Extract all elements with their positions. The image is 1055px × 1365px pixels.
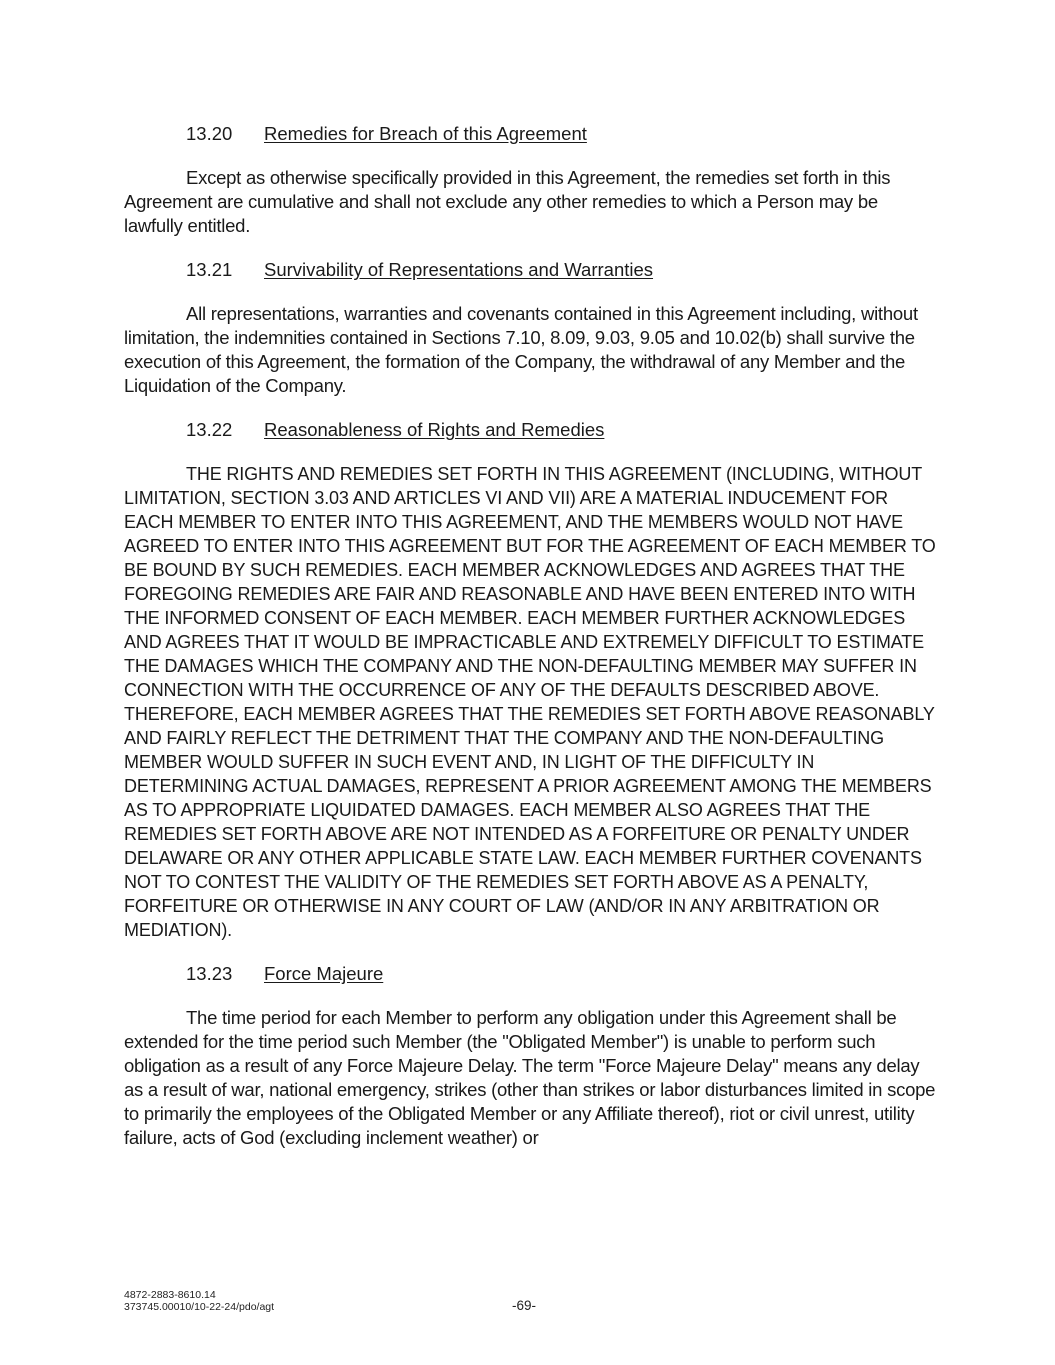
section-title: Force Majeure <box>264 963 384 984</box>
section-number: 13.23 <box>186 963 233 984</box>
page-number: -69- <box>512 1298 537 1313</box>
section-body-13-20: Except as otherwise specifically provided in this Agreement, the remedies set forth in this Agreement are cumulative and shall not exclude any other remedies to which a Person may be lawfully entitled. <box>124 167 891 236</box>
section-number: 13.20 <box>186 123 233 144</box>
section-heading-13-23 <box>124 962 936 986</box>
footer-doc-id: 4872-2883-8610.14 <box>124 1289 216 1301</box>
section-heading-13-20 <box>124 122 936 146</box>
section-number: 13.21 <box>186 259 233 280</box>
section-title: Remedies for Breach of this Agreement <box>264 123 587 144</box>
document-page <box>124 122 936 1170</box>
section-title: Survivability of Representations and Warranties <box>264 259 654 280</box>
footer-matter-ref: 373745.00010/10-22-24/pdo/agt <box>124 1301 275 1313</box>
section-heading-13-22 <box>124 418 936 442</box>
footer-document-ids <box>124 1289 274 1313</box>
section-body-13-23: The time period for each Member to perform any obligation under this Agreement shall be extended for the time period such Member (the "Obligated Member") is unable to perform such obligation as a result of any Force Majeure Delay. The term "Force Majeure Delay" means any delay as a result of war, national emergency, strikes (other than strikes or labor disturbances limited in scope to primarily the employees of the Obligated Member or any Affiliate thereof), riot or civil unrest, utility failure, acts of God (excluding inclement weather) or <box>124 1007 936 1148</box>
section-heading-13-21 <box>124 258 936 282</box>
section-title: Reasonableness of Rights and Remedies <box>264 419 605 440</box>
section-body-13-21: All representations, warranties and covenants contained in this Agreement including, without limitation, the indemnities contained in Sections 7.10, 8.09, 9.03, 9.05 and 10.02(b) shall survive the execution of this Agreement, the formation of the Company, the withdrawal of any Member and the Liquidation of the Company. <box>124 303 918 396</box>
section-body-13-22: THE RIGHTS AND REMEDIES SET FORTH IN THIS AGREEMENT (INCLUDING, WITHOUT LIMITATION, SECTION 3.03 AND ARTICLES VI AND VII) ARE A MATERIAL INDUCEMENT FOR EACH MEMBER TO ENTER INTO THIS AGREEMENT, AND THE MEMBERS WOULD NOT HAVE AGREED TO ENTER INTO THIS AGREEMENT BUT FOR THE AGREEMENT OF EACH MEMBER TO BE BOUND BY SUCH REMEDIES. EACH MEMBER ACKNOWLEDGES AND AGREES THAT THE FOREGOING REMEDIES ARE FAIR AND REASONABLE AND HAVE BEEN ENTERED INTO WITH THE INFORMED CONSENT OF EACH MEMBER. EACH MEMBER FURTHER ACKNOWLEDGES AND AGREES THAT IT WOULD BE IMPRACTICABLE AND EXTREMELY DIFFICULT TO ESTIMATE THE DAMAGES WHICH THE COMPANY AND THE NON-DEFAULTING MEMBER MAY SUFFER IN CONNECTION WITH THE OCCURRENCE OF ANY OF THE DEFAULTS DESCRIBED ABOVE. THEREFORE, EACH MEMBER AGREES THAT THE REMEDIES SET FORTH ABOVE REASONABLY AND FAIRLY REFLECT THE DETRIMENT THAT THE COMPANY AND THE NON-DEFAULTING MEMBER WOULD SUFFER IN SUCH EVENT AND, IN LIGHT OF THE DIFFICULTY IN DETERMINING ACTUAL DAMAGES, REPRESENT A PRIOR AGREEMENT AMONG THE MEMBERS AS TO APPROPRIATE LIQUIDATED DAMAGES. EACH MEMBER ALSO AGREES THAT THE REMEDIES SET FORTH ABOVE ARE NOT INTENDED AS A FORFEITURE OR PENALTY UNDER DELAWARE OR ANY OTHER APPLICABLE STATE LAW. EACH MEMBER FURTHER COVENANTS NOT TO CONTEST THE VALIDITY OF THE REMEDIES SET FORTH ABOVE AS A PENALTY, FORFEITURE OR OTHERWISE IN ANY COURT OF LAW (AND/OR IN ANY ARBITRATION OR MEDIATION). <box>124 464 936 940</box>
section-number: 13.22 <box>186 419 233 440</box>
